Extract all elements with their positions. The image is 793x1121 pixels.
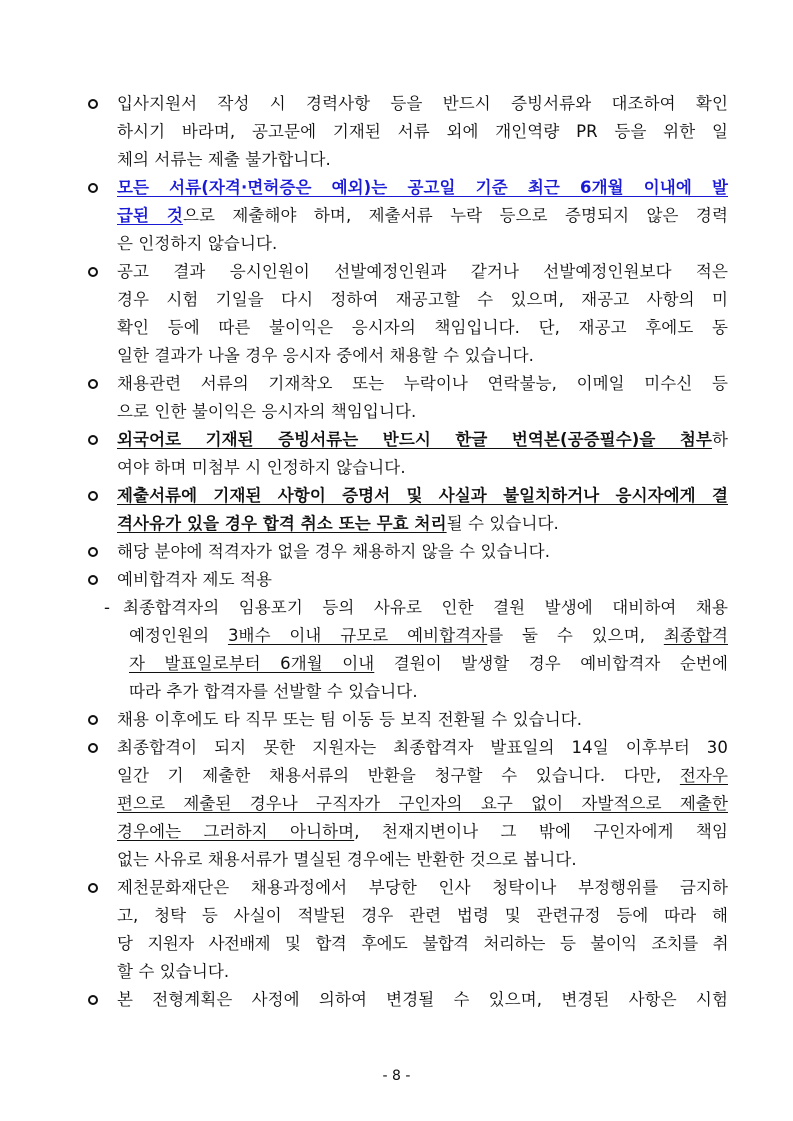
item-line: 할 수 있습니다. xyxy=(117,962,230,981)
item-line: 은 인정하지 않습니다. xyxy=(117,234,278,253)
item-line xyxy=(117,202,728,230)
notice-list xyxy=(86,90,728,1014)
circle-bullet-icon xyxy=(86,90,100,118)
list-item xyxy=(86,426,728,482)
circle-bullet-icon xyxy=(86,370,100,398)
item-line: 따라 추가 합격자를 선발할 수 있습니다. xyxy=(129,682,418,701)
underline-text: 최종합격 xyxy=(663,626,728,645)
item-line xyxy=(117,762,728,790)
item-text: 일간 기 제출한 채용서류의 반환을 청구할 수 있습니다. 다만, xyxy=(117,766,680,785)
circle-bullet-icon xyxy=(86,482,100,510)
item-line: 채용관련 서류의 기재착오 또는 누락이나 연락불능, 이메일 미수신 등 xyxy=(117,374,728,393)
item-text: 하 xyxy=(711,430,728,449)
page-number: - 8 - xyxy=(382,1068,411,1084)
list-item xyxy=(86,734,728,874)
list-item xyxy=(86,90,728,174)
item-line xyxy=(117,818,728,846)
emphasis-text: 모든 서류(자격·면허증은 예외)는 공고일 기준 최근 6개월 이내에 발 xyxy=(117,178,728,197)
underline-text: 3배수 이내 규모로 예비합격자 xyxy=(227,626,488,645)
bold-underline-text: 외국어로 기재된 증빙서류는 반드시 한글 번역본(공증필수)을 첨부 xyxy=(117,430,712,449)
circle-bullet-icon xyxy=(86,986,100,1014)
item-line: 체의 서류는 제출 불가합니다. xyxy=(117,150,331,169)
list-item xyxy=(86,566,728,594)
bold-underline-text: 제출서류에 기재된 사항이 증명서 및 사실과 불일치하거나 응시자에게 결 xyxy=(117,486,728,505)
circle-bullet-icon xyxy=(86,426,100,454)
list-item xyxy=(86,538,728,566)
item-line: 채용 이후에도 타 직무 또는 팀 이동 등 보직 전환될 수 있습니다. xyxy=(117,710,583,729)
circle-bullet-icon xyxy=(86,566,100,594)
item-line xyxy=(117,426,728,454)
item-line: 해당 분야에 적격자가 없을 경우 채용하지 않을 수 있습니다. xyxy=(117,542,551,561)
underline-text: 경우에는 그러하지 아니하며 xyxy=(117,822,355,841)
item-line: 입사지원서 작성 시 경력사항 등을 반드시 증빙서류와 대조하여 확인 xyxy=(117,94,728,113)
item-text: 될 수 있습니다. xyxy=(446,514,559,533)
item-line xyxy=(129,622,728,650)
circle-bullet-icon xyxy=(86,706,100,734)
circle-bullet-icon xyxy=(86,258,100,286)
underline-text: 편으로 제출된 경우나 구직자가 구인자의 요구 없이 자발적으로 제출한 xyxy=(117,794,728,813)
bold-underline-text: 격사유가 있을 경우 합격 취소 또는 무효 처리 xyxy=(117,514,447,533)
item-line: 일한 결과가 나올 경우 응시자 중에서 채용할 수 있습니다. xyxy=(117,346,535,365)
item-line: 경우 시험 기일을 다시 정하여 재공고할 수 있으며, 재공고 사항의 미 xyxy=(117,290,728,309)
item-line: 예비합격자 제도 적용 xyxy=(117,570,273,589)
circle-bullet-icon xyxy=(86,538,100,566)
item-line xyxy=(117,510,728,538)
item-line: 여야 하며 미첨부 시 인정하지 않습니다. xyxy=(117,458,406,477)
item-text: 으로 제출해야 하며, 제출서류 누락 등으로 증명되지 않은 경력 xyxy=(182,206,728,225)
item-line: 본 전형계획은 사정에 의하여 변경될 수 있으며, 변경된 사항은 시험 xyxy=(117,990,728,1009)
list-item xyxy=(86,258,728,370)
item-line: 최종합격이 되지 못한 지원자는 최종합격자 발표일의 14일 이후부터 30 xyxy=(117,738,728,757)
item-line: 공고 결과 응시인원이 선발예정인원과 같거나 선발예정인원보다 적은 xyxy=(117,262,728,281)
circle-bullet-icon xyxy=(86,874,100,902)
item-line: 제천문화재단은 채용과정에서 부당한 인사 청탁이나 부정행위를 금지하 xyxy=(117,878,728,897)
item-line: 최종합격자의 임용포기 등의 사유로 인한 결원 발생에 대비하여 채용 xyxy=(123,598,728,617)
item-line: 고, 청탁 등 사실이 적발된 경우 관련 법령 및 관련규정 등에 따라 해 xyxy=(117,906,728,925)
circle-bullet-icon xyxy=(86,734,100,762)
item-line: 하시기 바라며, 공고문에 기재된 서류 외에 개인역량 PR 등을 위한 일 xyxy=(117,122,728,141)
circle-bullet-icon xyxy=(86,174,100,202)
list-item xyxy=(86,482,728,538)
dash-bullet: - xyxy=(104,598,110,617)
list-item xyxy=(86,174,728,258)
item-line: 확인 등에 따른 불이익은 응시자의 책임입니다. 단, 재공고 후에도 동 xyxy=(117,318,728,337)
item-line: 없는 사유로 채용서류가 멸실된 경우에는 반환한 것으로 봅니다. xyxy=(117,850,577,869)
item-line: 으로 인한 불이익은 응시자의 책임입니다. xyxy=(117,402,417,421)
item-text: 결원이 발생할 경우 예비합격자 순번에 xyxy=(374,654,728,673)
underline-text: 전자우 xyxy=(679,766,728,785)
item-line: 당 지원자 사전배제 및 합격 후에도 불합격 처리하는 등 불이익 조치를 취 xyxy=(117,934,728,953)
list-item xyxy=(86,370,728,426)
list-item xyxy=(86,986,728,1014)
item-text: 를 둘 수 있으며, xyxy=(487,626,664,645)
item-line xyxy=(129,650,728,678)
item-text: , 천재지변이나 그 밖에 구인자에게 책임 xyxy=(354,822,728,841)
item-text: 예정인원의 xyxy=(129,626,228,645)
sub-item xyxy=(86,594,728,706)
emphasis-text: 급된 것 xyxy=(117,206,183,225)
list-item xyxy=(86,874,728,986)
list-item xyxy=(86,706,728,734)
underline-text: 자 발표일로부터 6개월 이내 xyxy=(129,654,375,673)
